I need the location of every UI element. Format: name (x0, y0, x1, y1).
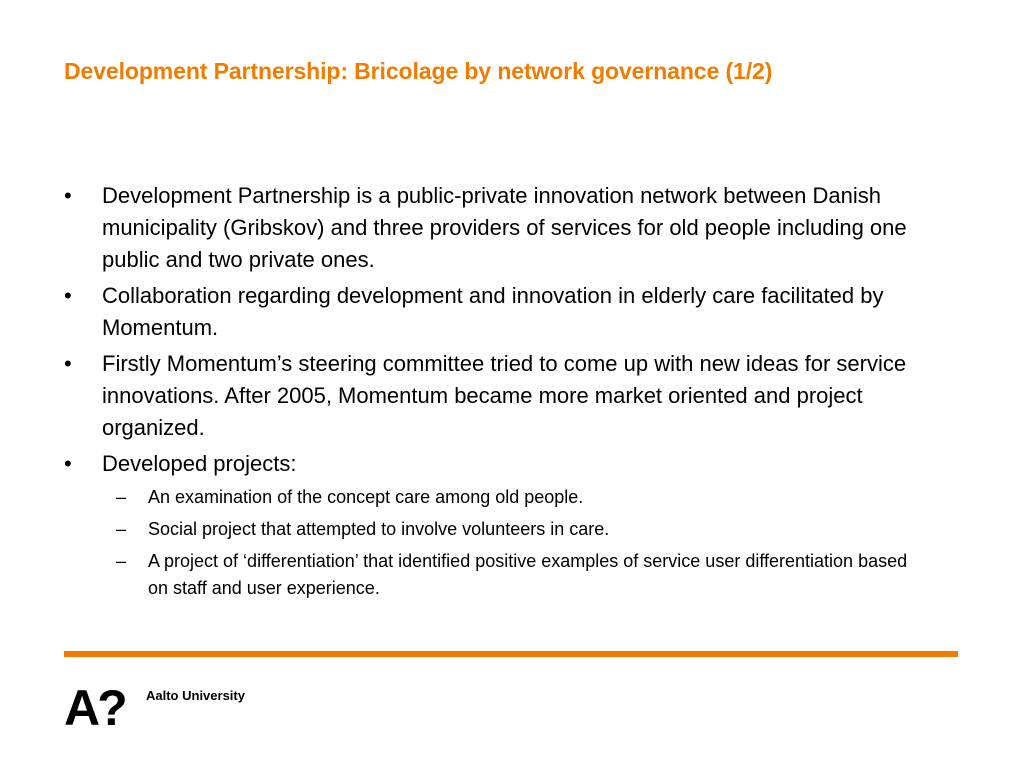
sub-bullet-text: A project of ‘differentiation’ that identified positive examples of service user differentiation based on staff and user experience. (148, 551, 908, 598)
bullet-text: Development Partnership is a public-private innovation network between Danish municipality (Gribskov) and three providers of services for old people including one public and two private ones. (102, 183, 907, 272)
sub-bullet-text: An examination of the concept care among old people. (148, 487, 584, 507)
sub-bullet-item (116, 548, 964, 602)
sub-bullet-marker: – (116, 487, 127, 507)
university-name: Aalto University (146, 688, 245, 703)
aalto-logo: A? (64, 680, 125, 736)
sub-bullet-marker: – (116, 551, 127, 571)
bullet-item (64, 348, 964, 444)
bullet-marker: • (64, 451, 72, 476)
bullet-text: Collaboration regarding development and innovation in elderly care facilitated by Momentum. (102, 283, 884, 340)
bullet-item (64, 180, 964, 276)
footer-divider (64, 651, 958, 657)
slide-title: Development Partnership: Bricolage by network governance (1/2) (64, 58, 773, 84)
slide-content (64, 180, 964, 607)
sub-bullet-text: Social project that attempted to involve volunteers in care. (148, 519, 610, 539)
bullet-marker: • (64, 283, 72, 308)
sub-bullet-item (116, 516, 964, 543)
bullet-item (64, 448, 964, 480)
bullet-marker: • (64, 351, 72, 376)
bullet-item (64, 280, 964, 344)
bullet-text: Firstly Momentum’s steering committee tried to come up with new ideas for service innovations. After 2005, Momentum became more market oriented and project organized. (102, 351, 907, 440)
sub-bullet-item (116, 484, 964, 511)
bullet-text: Developed projects: (102, 451, 297, 476)
bullet-marker: • (64, 183, 72, 208)
sub-bullet-marker: – (116, 519, 127, 539)
